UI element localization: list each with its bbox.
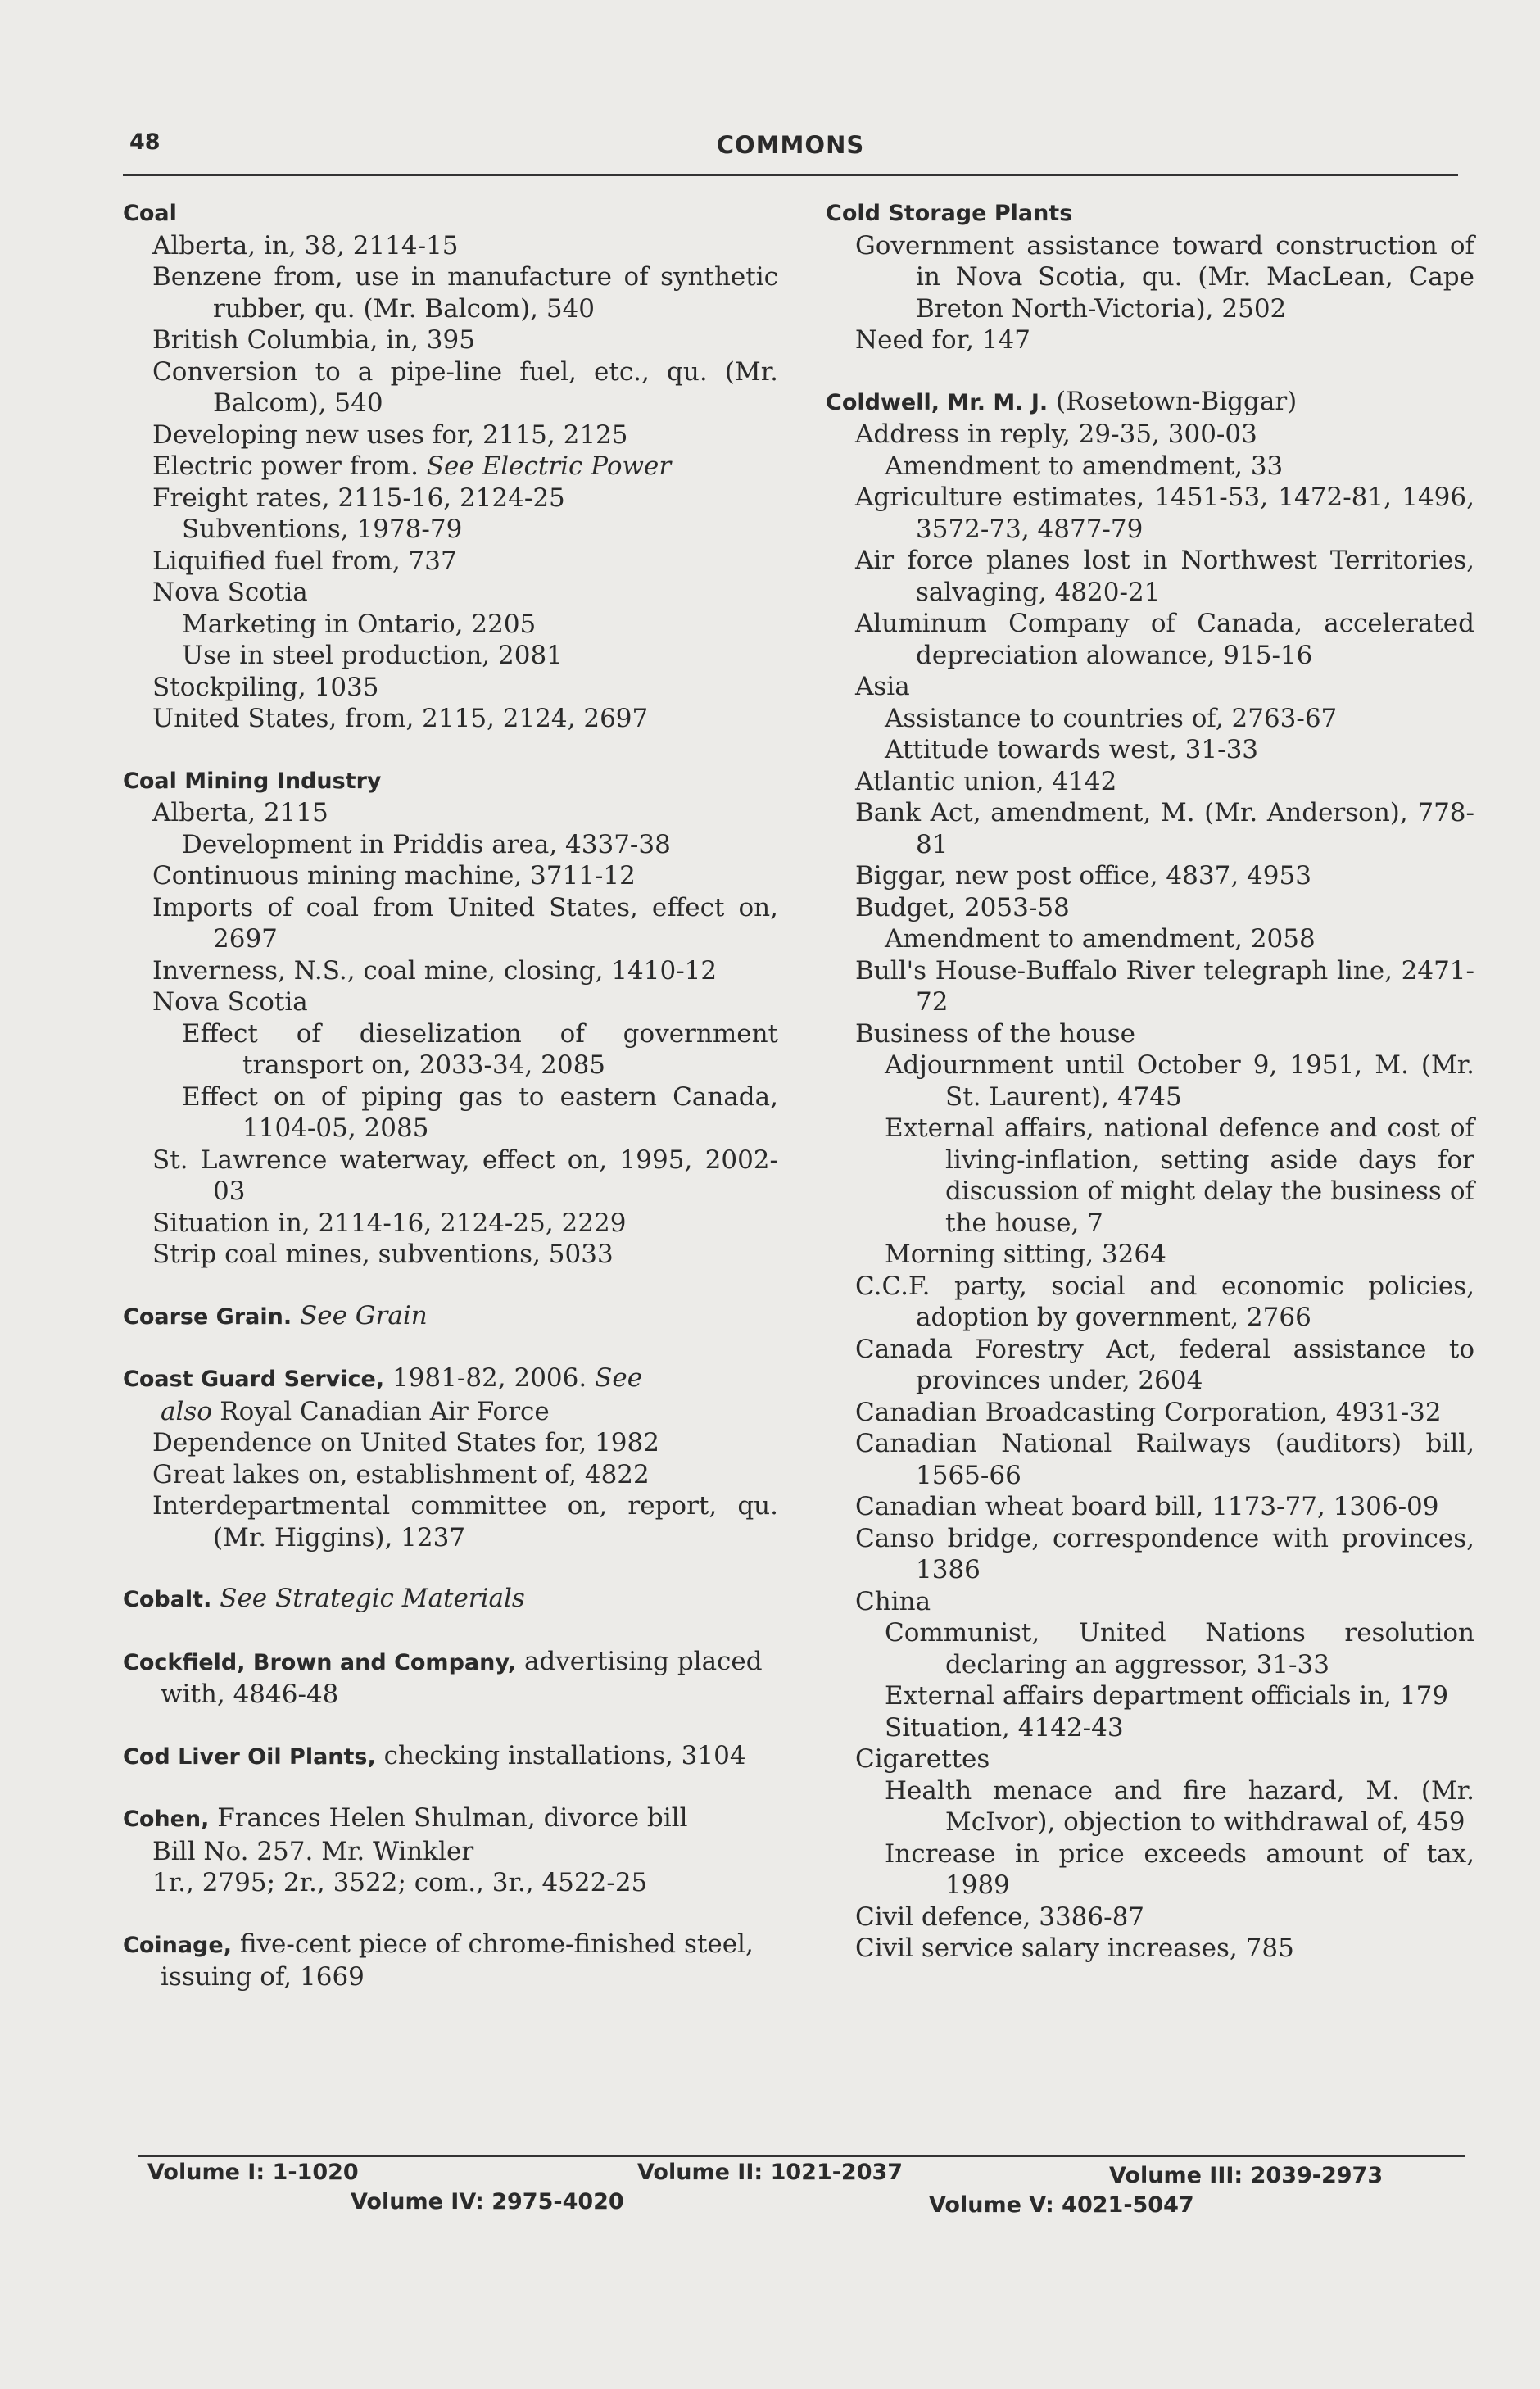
subentry — [826, 482, 1474, 545]
sub-subentry — [826, 1680, 1474, 1712]
subentry — [826, 955, 1474, 1018]
heading-text: Frances Helen Shulman, divorce bill — [217, 1803, 688, 1833]
subentry — [826, 1586, 1474, 1618]
subentry — [123, 546, 778, 578]
cross-reference: See Electric Power — [426, 451, 672, 481]
subentry — [826, 766, 1474, 798]
subentry-text: Electric power from. — [152, 451, 419, 481]
subentry-text: Subventions, 1978-79 — [182, 515, 463, 544]
subentry — [826, 1902, 1474, 1933]
volume-4-range: Volume IV: 2975-4020 — [351, 2189, 624, 2214]
index-heading-line — [826, 386, 1474, 419]
subentry — [123, 1427, 778, 1459]
subentry-text: Biggar, new post office, 4837, 4953 — [855, 861, 1311, 891]
subentry — [123, 261, 778, 324]
subentry-text: Address in reply, 29-35, 300-03 — [855, 419, 1257, 449]
index-heading-line — [123, 1929, 778, 1993]
volume-5-range: Volume V: 4021-5047 — [929, 2192, 1194, 2218]
subentry-text: Adjournment until October 9, 1951, M. (Mr. St. Laurent), 4745 — [885, 1050, 1474, 1112]
subentry — [123, 1867, 778, 1899]
sub-subentry — [123, 640, 778, 672]
heading-text: (Rosetown-Biggar) — [1056, 386, 1298, 416]
subentry-text: Bank Act, amendment, M. (Mr. Anderson), 778-81 — [855, 798, 1474, 859]
subentry-text: Air force planes lost in Northwest Territories, salvaging, 4820-21 — [855, 546, 1474, 607]
subentry-text: Business of the house — [855, 1018, 1136, 1049]
subentry — [826, 608, 1474, 671]
sub-subentry — [826, 923, 1474, 955]
subentry-text: Imports of coal from United States, effect on, 2697 — [152, 892, 778, 954]
subentry-text: Development in Priddis area, 4337-38 — [182, 829, 671, 859]
subentry-text: Amendment to amendment, 33 — [885, 451, 1284, 481]
index-heading-line — [826, 197, 1474, 230]
subentry-text: Assistance to countries of, 2763-67 — [885, 703, 1338, 733]
subentry-text: Situation in, 2114-16, 2124-25, 2229 — [152, 1208, 627, 1238]
subentry-text: Cigarettes — [855, 1744, 990, 1774]
subentry-text: British Columbia, in, 395 — [152, 325, 475, 355]
subentry-text: C.C.F. party, social and economic policies, adoption by government, 2766 — [855, 1271, 1474, 1332]
subentry-text: United States, from, 2115, 2124, 2697 — [152, 704, 649, 733]
subentry-text: Developing new uses for, 2115, 2125 — [152, 419, 628, 450]
subentry — [826, 1743, 1474, 1775]
subentry-text: Health menace and fire hazard, M. (Mr. McIvor), objection to withdrawal of, 459 — [885, 1775, 1474, 1837]
subentry-text: Marketing in Ontario, 2205 — [182, 609, 537, 639]
index-headword: Cobalt. — [123, 1587, 212, 1612]
subentry — [123, 1459, 778, 1491]
heading-text: advertising placed with, 4846-48 — [161, 1646, 763, 1709]
subentry — [123, 955, 778, 987]
sub-subentry — [826, 1775, 1474, 1838]
cross-reference: See Grain — [299, 1300, 428, 1330]
sub-subentry — [826, 451, 1474, 483]
subentry-text: Effect of dieselization of government transport on, 2033-34, 2085 — [182, 1018, 778, 1080]
subentry-text: Situation, 4142-43 — [885, 1712, 1124, 1743]
subentry — [826, 1018, 1474, 1050]
index-heading-line — [123, 1802, 778, 1836]
index-entry — [123, 1646, 778, 1711]
subentry — [123, 1239, 778, 1271]
page-number: 48 — [129, 129, 161, 155]
subentry — [826, 419, 1474, 451]
left-column — [123, 197, 778, 1993]
index-headword: Cockfield, Brown and Company, — [123, 1649, 517, 1675]
subentry-text: Use in steel production, 2081 — [182, 641, 563, 670]
subentry-text: Canadian National Railways (auditors) bill, 1565-66 — [855, 1429, 1474, 1490]
subentry — [826, 1428, 1474, 1491]
index-heading-line — [123, 1740, 778, 1774]
sub-subentry — [826, 1239, 1474, 1271]
subentry — [826, 545, 1474, 608]
index-columns — [0, 197, 1540, 2130]
sub-subentry — [826, 1838, 1474, 1902]
subentry-text: Strip coal mines, subventions, 5033 — [152, 1240, 614, 1269]
subentry — [123, 703, 778, 735]
sub-subentry — [123, 1081, 778, 1145]
sub-subentry — [123, 829, 778, 861]
subentry — [123, 577, 778, 609]
subentry — [123, 986, 778, 1018]
subentry — [123, 1145, 778, 1208]
index-entry — [123, 1929, 778, 1993]
index-entry — [826, 386, 1474, 1965]
subentry-text: Asia — [855, 672, 910, 701]
sub-subentry — [123, 514, 778, 546]
subentry — [826, 860, 1474, 892]
running-head: COMMONS — [716, 131, 865, 159]
subentry-text: Atlantic union, 4142 — [855, 766, 1117, 796]
subentry-text: Agriculture estimates, 1451-53, 1472-81, 1496, 3572-73, 4877-79 — [855, 483, 1474, 544]
subentry-text: Budget, 2053-58 — [855, 892, 1070, 923]
sub-subentry — [826, 1113, 1474, 1239]
subentry — [123, 451, 778, 483]
subentry — [123, 230, 778, 262]
index-entry — [123, 1300, 778, 1334]
subentry-text: Stockpiling, 1035 — [152, 672, 379, 702]
index-entry — [123, 1740, 778, 1774]
subentry-text: Freight rates, 2115-16, 2124-25 — [152, 483, 565, 513]
bottom-rule — [138, 2155, 1465, 2157]
top-rule — [123, 174, 1458, 176]
index-heading-line — [123, 764, 778, 798]
index-entry — [123, 1802, 778, 1899]
subentry — [123, 483, 778, 515]
volume-2-range: Volume II: 1021-2037 — [637, 2160, 904, 2185]
subentry-text: Nova Scotia — [152, 987, 308, 1017]
heading-text: five-cent piece of chrome-finished steel, issuing of, 1669 — [161, 1929, 754, 1992]
index-headword: Cold Storage Plants — [826, 201, 1073, 226]
subentry — [123, 419, 778, 451]
cross-reference: See Strategic Materials — [220, 1584, 525, 1613]
index-headword: Cohen, — [123, 1806, 210, 1832]
subentry — [826, 230, 1474, 325]
subentry-text: Communist, United Nations resolution declaring an aggressor, 31-33 — [885, 1618, 1474, 1680]
index-headword: Coast Guard Service, — [123, 1367, 385, 1392]
index-entry — [123, 1362, 778, 1553]
subentry-text: Alberta, in, 38, 2114-15 — [152, 230, 459, 261]
subentry-text: Canso bridge, correspondence with provinces, 1386 — [855, 1523, 1474, 1584]
subentry-text: Conversion to a pipe-line fuel, etc., qu. (Mr. Balcom), 540 — [152, 356, 778, 418]
subentry — [123, 672, 778, 704]
sub-subentry — [826, 734, 1474, 766]
subentry-text: Civil service salary increases, 785 — [855, 1933, 1294, 1963]
subentry — [826, 892, 1474, 924]
index-headword: Coarse Grain. — [123, 1303, 292, 1330]
subentry-text: Civil defence, 3386-87 — [855, 1902, 1145, 1932]
subentry-text: Inverness, N.S., coal mine, closing, 1410-12 — [152, 955, 718, 986]
subentry-text: China — [855, 1586, 931, 1616]
subentry-text: St. Lawrence waterway, effect on, 1995, 2002-03 — [152, 1145, 778, 1206]
subentry-text: Interdepartmental committee on, report, qu. (Mr. Higgins), 1237 — [152, 1491, 778, 1553]
heading-text: checking installations, 3104 — [383, 1740, 746, 1770]
sub-subentry — [826, 1049, 1474, 1113]
subentry-text: Canada Forestry Act, federal assistance to provinces under, 2604 — [855, 1334, 1474, 1395]
subentry — [123, 324, 778, 356]
subentry-text: Liquified fuel from, 737 — [152, 546, 457, 576]
sub-subentry — [123, 609, 778, 641]
subentry-text: Dependence on United States for, 1982 — [152, 1428, 659, 1457]
cross-reference: See also — [161, 1363, 643, 1426]
subentry-text: Morning sitting, 3264 — [885, 1240, 1166, 1269]
subentry-text: Need for, 147 — [855, 325, 1030, 355]
subentry — [123, 1836, 778, 1868]
index-headword: Coldwell, Mr. M. J. — [826, 389, 1049, 415]
subentry — [123, 1490, 778, 1553]
subentry-text: External affairs department officials in, 179 — [885, 1681, 1449, 1711]
subentry — [123, 892, 778, 955]
heading-text-continued: Royal Canadian Air Force — [220, 1396, 550, 1426]
subentry-text: Benzene from, use in manufacture of synthetic rubber, qu. (Mr. Balcom), 540 — [152, 262, 778, 324]
subentry — [826, 671, 1474, 703]
subentry — [826, 797, 1474, 860]
subentry-text: Government assistance toward construction of in Nova Scotia, qu. (Mr. MacLean, Cape Breton North-Victoria), 2502 — [855, 230, 1474, 324]
volume-1-range: Volume I: 1-1020 — [147, 2160, 359, 2185]
index-entry — [123, 197, 778, 735]
subentry — [826, 324, 1474, 356]
subentry-text: Bull's House-Buffalo River telegraph line, 2471-72 — [855, 955, 1474, 1017]
subentry — [123, 1208, 778, 1240]
index-heading-line — [123, 1300, 778, 1334]
index-entry — [123, 1583, 778, 1616]
subentry-text: Great lakes on, establishment of, 4822 — [152, 1459, 650, 1489]
index-headword: Coinage, — [123, 1932, 232, 1958]
subentry-text: 1r., 2795; 2r., 3522; com., 3r., 4522-25 — [152, 1868, 648, 1897]
index-heading-line — [123, 197, 778, 230]
sub-subentry — [826, 1712, 1474, 1744]
index-headword: Coal — [123, 201, 177, 226]
subentry-text: External affairs, national defence and cost of living-inflation, setting aside days for discussion of might delay the business of the house, 7 — [885, 1113, 1474, 1238]
subentry-text: Continuous mining machine, 3711-12 — [152, 861, 636, 891]
sub-subentry — [123, 1018, 778, 1081]
subentry-text: Attitude towards west, 31-33 — [885, 735, 1259, 764]
subentry-text: Bill No. 257. Mr. Winkler — [152, 1836, 474, 1866]
subentry — [123, 356, 778, 419]
subentry — [123, 797, 778, 829]
subentry-text: Canadian wheat board bill, 1173-77, 1306-09 — [855, 1492, 1439, 1521]
sub-subentry — [826, 1617, 1474, 1680]
subentry — [826, 1523, 1474, 1586]
index-heading-line — [123, 1583, 778, 1616]
index-headword: Coal Mining Industry — [123, 768, 382, 794]
subentry — [826, 1271, 1474, 1334]
subentry — [826, 1334, 1474, 1397]
subentry-text: Increase in price exceeds amount of tax, 1989 — [885, 1838, 1474, 1900]
index-headword: Cod Liver Oil Plants, — [123, 1743, 376, 1770]
subentry — [826, 1933, 1474, 1965]
subentry-text: Amendment to amendment, 2058 — [885, 924, 1316, 954]
subentry-text: Alberta, 2115 — [152, 798, 328, 827]
subentry-text: Canadian Broadcasting Corporation, 4931-32 — [855, 1397, 1442, 1427]
index-heading-line — [123, 1646, 778, 1711]
right-column — [826, 197, 1474, 1965]
index-entry — [826, 197, 1474, 356]
volume-3-range: Volume III: 2039-2973 — [1109, 2163, 1384, 2188]
subentry — [826, 1397, 1474, 1429]
subentry-text: Nova Scotia — [152, 578, 308, 607]
subentry — [826, 1491, 1474, 1523]
index-entry — [123, 764, 778, 1271]
heading-text: 1981-82, 2006. — [392, 1363, 587, 1393]
sub-subentry — [826, 703, 1474, 735]
subentry-text: Aluminum Company of Canada, accelerated depreciation alowance, 915-16 — [855, 609, 1474, 670]
index-heading-line — [123, 1362, 778, 1427]
subentry — [123, 860, 778, 892]
subentry-text: Effect on of piping gas to eastern Canada, 1104-05, 2085 — [182, 1081, 778, 1143]
